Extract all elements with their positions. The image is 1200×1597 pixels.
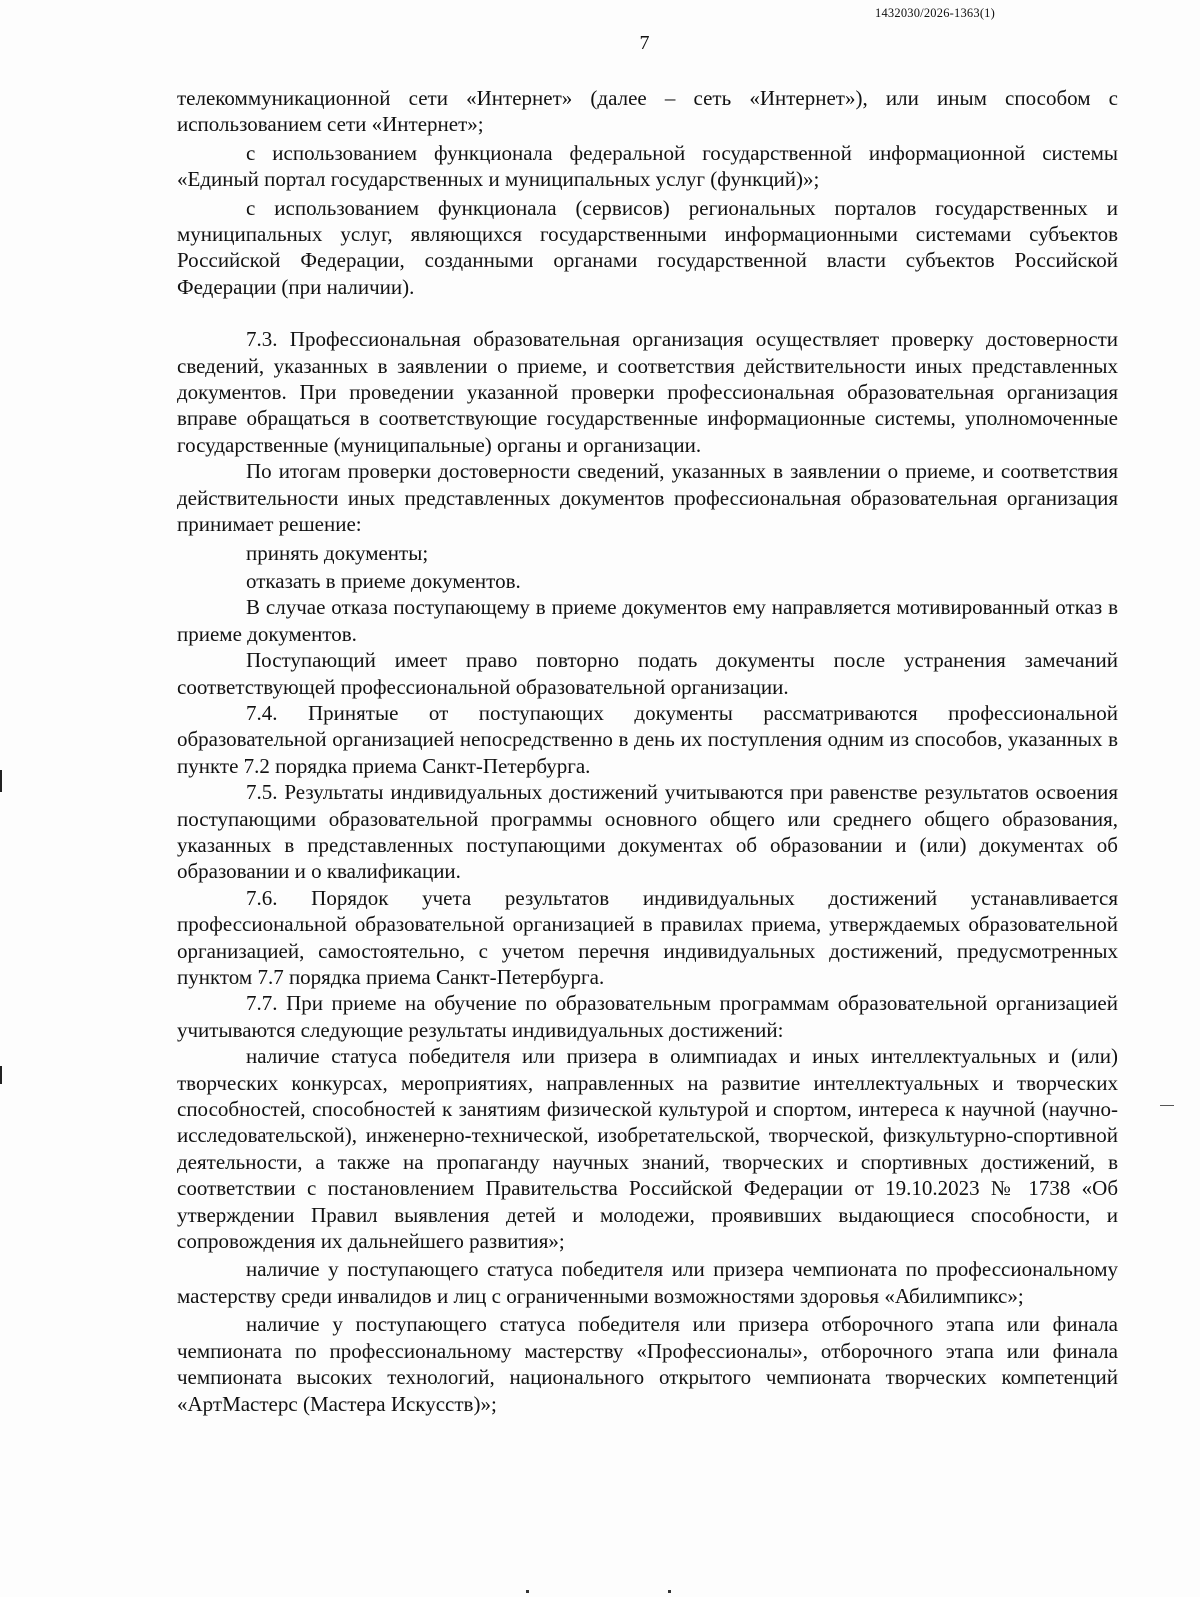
- scan-edge-mark: [0, 1066, 2, 1084]
- list-item: принять документы;: [246, 540, 429, 565]
- list-item: наличие статуса победителя или призера в олимпиадах и иных интеллектуальных и (или) творческих конкурсах, мероприятиях, направленных на развитие интеллектуальных и творческих способностей, способностей к занятиям физической культурой и спортом, интереса к научной (научно-исследовательской), инженерно-технической, изобретательской, творческой, физкультурно-спортивной деятельности, а также на пропаганду научных знаний, творческих и спортивных достижений, в соответствии с постановлением Правительства Российской Федерации от 19.10.2023 № 1738 «Об утверждении Правил выявления детей и молодежи, проявивших выдающиеся способности, и сопровождения их дальнейшего развития»;: [177, 1044, 1118, 1254]
- page-number: 7: [639, 32, 650, 54]
- paragraph-7-5: 7.5. Результаты индивидуальных достижений учитываются при равенстве результатов освоения поступающими образовательной программы основного общего или среднего общего образования, указанных в представленных поступающими документах об образовании и (или) документах об образовании и о квалификации.: [177, 780, 1118, 884]
- list-item: наличие у поступающего статуса победителя или призера отборочного этапа или финала чемпионата по профессиональному мастерству «Профессионалы», отборочного этапа или финала чемпионата высоких технологий, национального открытого чемпионата творческих компетенций «АртМастерс (Мастера Искусств)»;: [177, 1312, 1118, 1416]
- list-item: отказать в приеме документов.: [246, 568, 521, 593]
- scan-artifact: [668, 1590, 671, 1593]
- paragraph: В случае отказа поступающему в приеме документов ему направляется мотивированный отказ в приеме документов.: [177, 595, 1118, 646]
- paragraph: с использованием функционала (сервисов) региональных порталов государственных и муниципальных услуг, являющихся государственными информационными системами субъектов Российской Федерации, созданными органами государственной власти субъектов Российской Федерации (при наличии).: [177, 195, 1118, 299]
- paragraph: телекоммуникационной сети «Интернет» (далее – сеть «Интернет»), или иным способом с использованием сети «Интернет»;: [177, 86, 1118, 137]
- paragraph: По итогам проверки достоверности сведений, указанных в заявлении о приеме, и соответствия действительности иных представленных документов профессиональная образовательная организация принимает решение:: [177, 459, 1118, 537]
- document-registration-number: 1432030/2026-1363(1): [875, 6, 995, 20]
- list-item: наличие у поступающего статуса победителя или призера чемпионата по профессиональному мастерству среди инвалидов и лиц с ограниченными возможностями здоровья «Абилимпикс»;: [177, 1257, 1118, 1308]
- paragraph-7-6: 7.6. Порядок учета результатов индивидуальных достижений устанавливается профессиональной образовательной организацией в правилах приема, утверждаемых образовательной организацией, самостоятельно, с учетом перечня индивидуальных достижений, предусмотренных пунктом 7.7 порядка приема Санкт-Петербурга.: [177, 885, 1118, 989]
- scan-margin-mark: [1160, 1105, 1174, 1106]
- paragraph-7-4: 7.4. Принятые от поступающих документы рассматриваются профессиональной образовательной организацией непосредственно в день их поступления одним из способов, указанных в пункте 7.2 порядка приема Санкт-Петербурга.: [177, 700, 1118, 778]
- paragraph: Поступающий имеет право повторно подать документы после устранения замечаний соответствующей профессиональной образовательной организации.: [177, 648, 1118, 699]
- paragraph-7-7: 7.7. При приеме на обучение по образовательным программам образовательной организацией учитываются следующие результаты индивидуальных достижений:: [177, 991, 1118, 1042]
- paragraph: с использованием функционала федеральной государственной информационной системы «Единый портал государственных и муниципальных услуг (функций)»;: [177, 140, 1118, 192]
- paragraph-7-3: 7.3. Профессиональная образовательная организация осуществляет проверку достоверности сведений, указанных в заявлении о приеме, и соответствия действительности иных представленных документов. При проведении указанной проверки профессиональная образовательная организация вправе обращаться в соответствующие государственные информационные системы, уполномоченные государственные (муниципальные) органы и организации.: [177, 327, 1118, 457]
- scan-artifact: [526, 1590, 529, 1593]
- document-body: [177, 85, 1118, 1417]
- scan-edge-mark: [0, 770, 2, 792]
